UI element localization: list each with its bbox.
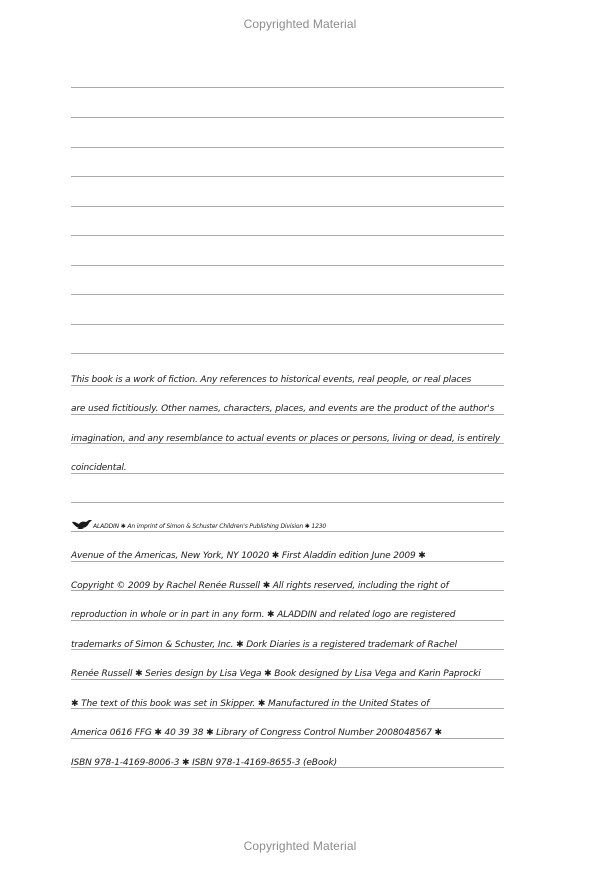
ruled-line [71, 87, 504, 88]
ruled-line [71, 265, 504, 266]
ruled-line [71, 147, 504, 148]
watermark-top: Copyrighted Material [243, 17, 357, 31]
ruled-line [71, 206, 504, 207]
copyright-line: Renée Russell ✱ Series design by Lisa Vega ✱ Book designed by Lisa Vega and Karin Paprocki [71, 669, 481, 679]
copyright-line: trademarks of Simon & Schuster, Inc. ✱ Dork Diaries is a registered trademark of Rachel [71, 640, 457, 650]
watermark-bottom: Copyrighted Material [243, 839, 357, 853]
copyright-line: Copyright © 2009 by Rachel Renée Russell ✱ All rights reserved, including the right of [71, 581, 449, 591]
disclaimer-line: are used fictitiously. Other names, characters, places, and events are the product of the author's [71, 404, 495, 414]
ruled-line [71, 324, 504, 325]
ruled-line [71, 353, 504, 354]
disclaimer-line: This book is a work of fiction. Any references to historical events, real people, or real places [71, 375, 472, 385]
copyright-line: reproduction in whole or in part in any form. ✱ ALADDIN and related logo are registered [71, 610, 456, 620]
disclaimer-line: imagination, and any resemblance to actual events or places or persons, living or dead, is entirely [71, 434, 501, 444]
ruled-line [71, 176, 504, 177]
ruled-line [71, 117, 504, 118]
ruled-line [71, 235, 504, 236]
disclaimer-line: coincidental. [71, 463, 127, 473]
copyright-line: America 0616 FFG ✱ 40 39 38 ✱ Library of Congress Control Number 2008048567 ✱ [71, 728, 442, 738]
ruled-line [71, 294, 504, 295]
copyright-line: Avenue of the Americas, New York, NY 10020 ✱ First Aladdin edition June 2009 ✱ [71, 551, 426, 561]
ruled-line [71, 502, 504, 503]
copyright-line: ISBN 978-1-4169-8006-3 ✱ ISBN 978-1-4169-8655-3 (eBook) [71, 758, 337, 768]
copyright-line: ALADDIN ✱ An imprint of Simon & Schuster Children's Publishing Division ✱ 1230 [93, 523, 327, 530]
copyright-line: ✱ The text of this book was set in Skipper. ✱ Manufactured in the United States of [71, 699, 430, 709]
aladdin-lamp-icon [71, 518, 93, 530]
